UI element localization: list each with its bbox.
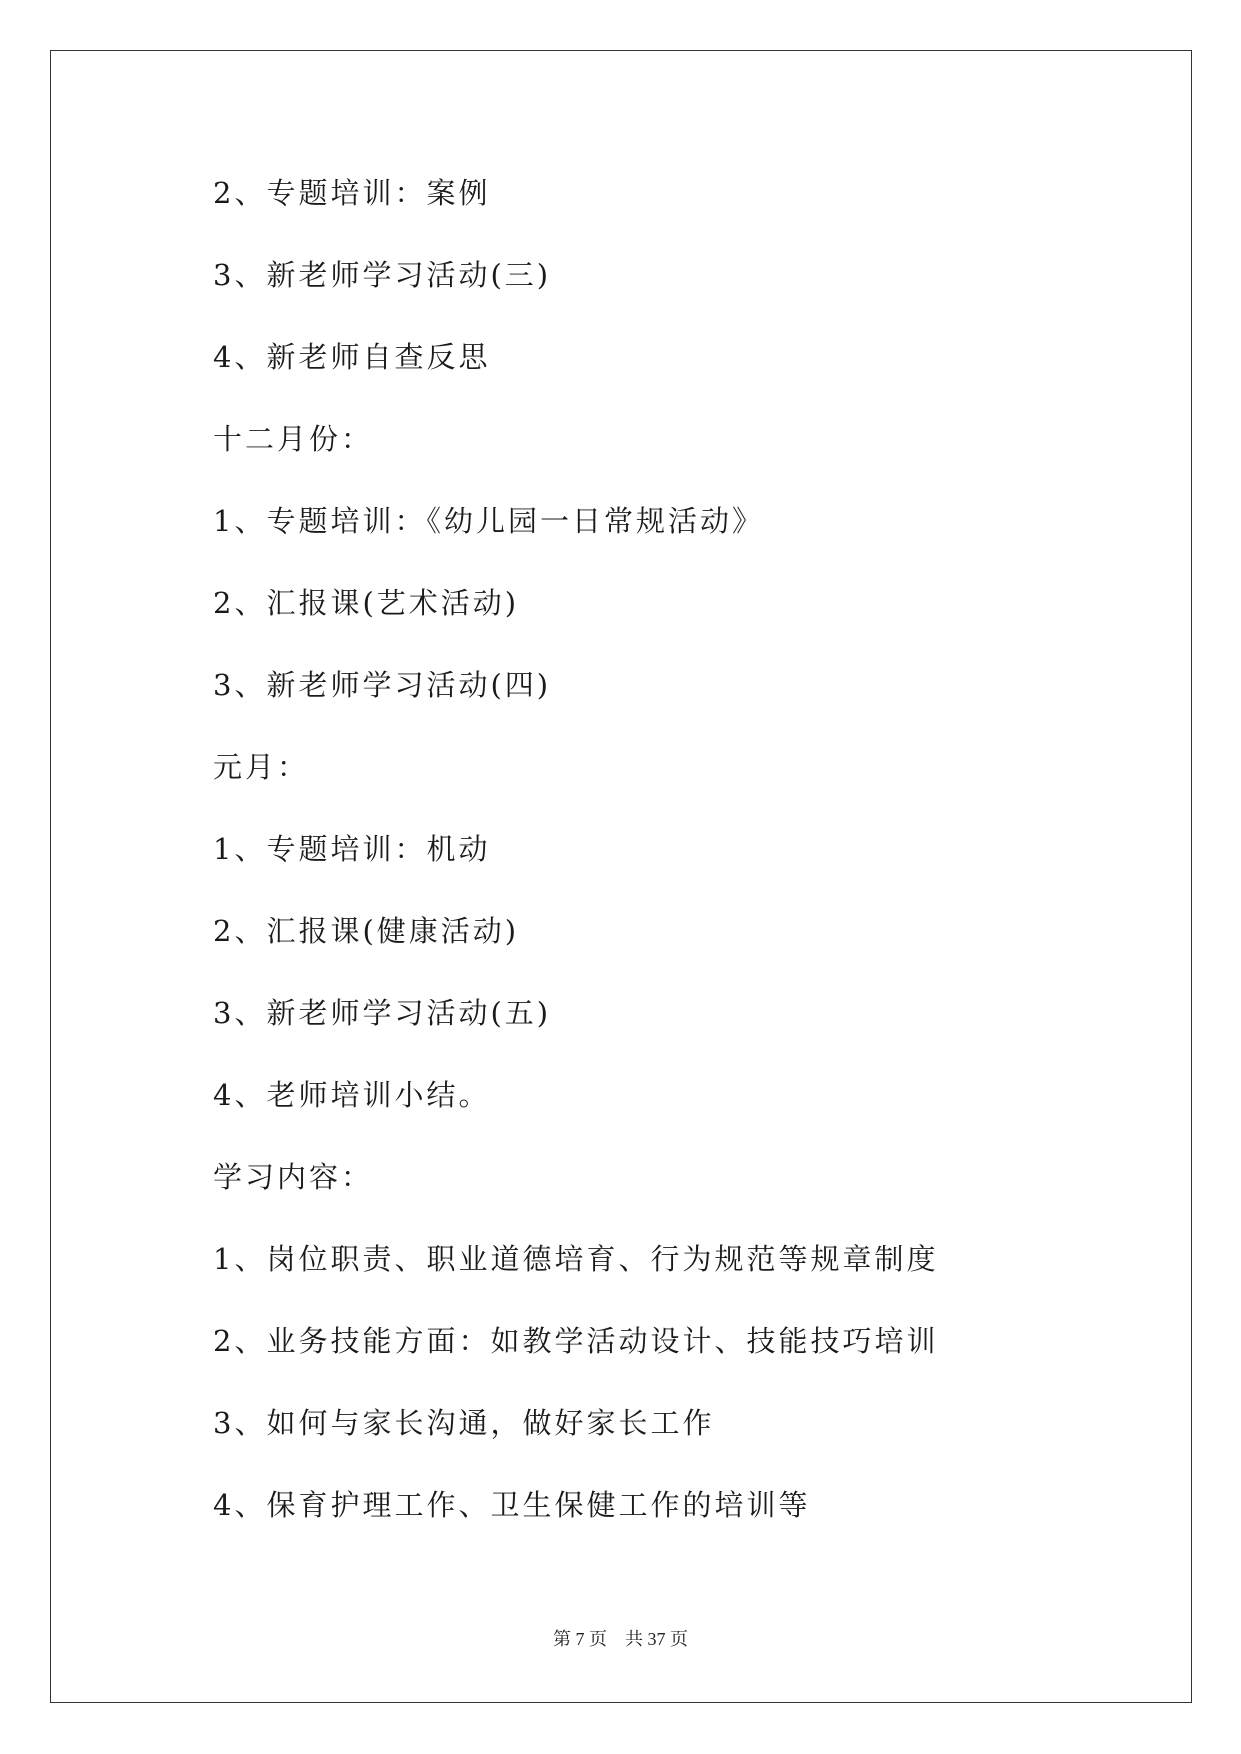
document-body xyxy=(213,168,973,1562)
section-heading: 学习内容： xyxy=(213,1160,374,1194)
text-line: 1、专题培训：机动 xyxy=(213,832,491,866)
text-line: 2、汇报课(健康活动) xyxy=(213,914,520,948)
text-line: 2、业务技能方面：如教学活动设计、技能技巧培训 xyxy=(213,1324,939,1358)
text-line: 4、保育护理工作、卫生保健工作的培训等 xyxy=(213,1488,811,1522)
text-line: 3、新老师学习活动(四) xyxy=(213,668,552,702)
text-line: 1、岗位职责、职业道德培育、行为规范等规章制度 xyxy=(213,1242,939,1276)
text-line: 1、专题培训：《幼儿园一日常规活动》 xyxy=(213,504,764,538)
section-heading: 元月： xyxy=(213,750,310,784)
text-line: 2、汇报课(艺术活动) xyxy=(213,586,520,620)
text-line: 3、如何与家长沟通，做好家长工作 xyxy=(213,1406,715,1440)
section-heading: 十二月份： xyxy=(213,422,374,456)
text-line: 2、专题培训：案例 xyxy=(213,176,491,210)
text-line: 4、老师培训小结。 xyxy=(213,1078,491,1112)
text-line: 4、新老师自查反思 xyxy=(213,340,491,374)
text-line: 3、新老师学习活动(五) xyxy=(213,996,552,1030)
text-line: 3、新老师学习活动(三) xyxy=(213,258,552,292)
page-number-footer: 第 7 页 共 37 页 xyxy=(553,1629,688,1649)
